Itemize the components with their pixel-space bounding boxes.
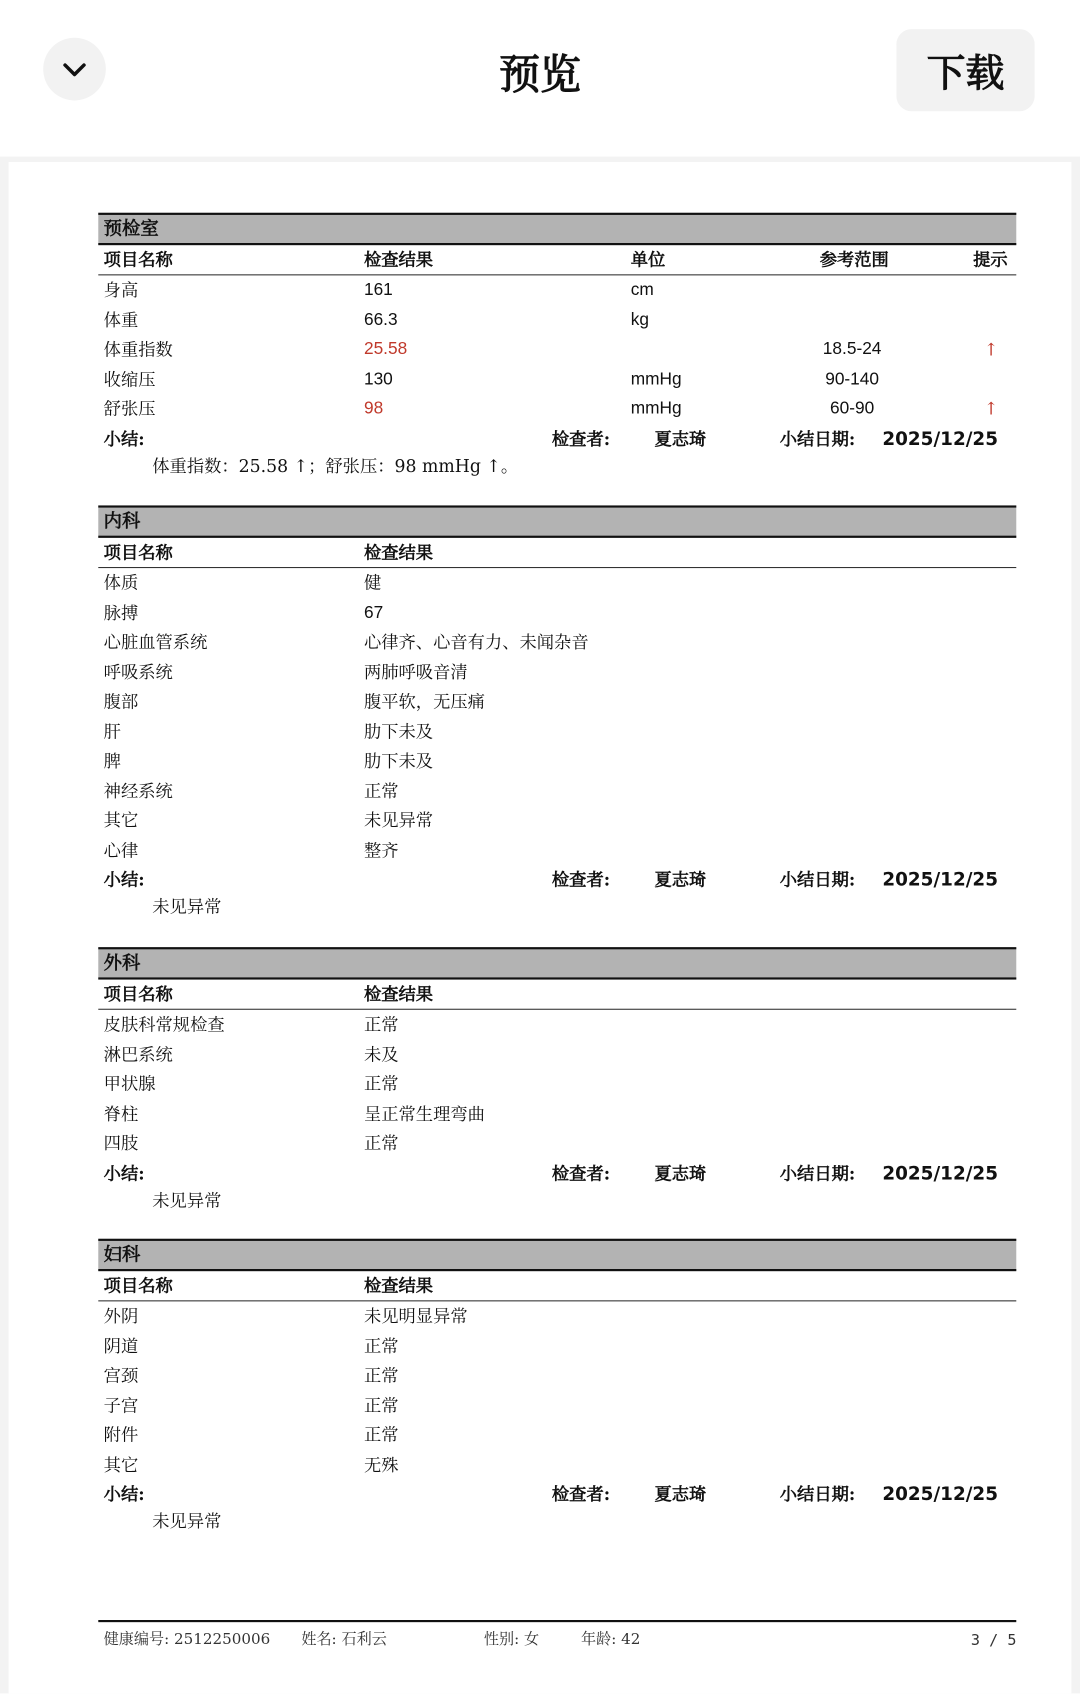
summary-date-label: 小结日期: [779,869,856,890]
table-row [98,776,1016,806]
column-header: 检查结果 [363,249,434,270]
table-row [98,335,1016,365]
section [98,1239,1016,1536]
item-result: 呈正常生理弯曲 [363,1103,485,1124]
table-row [98,835,1016,865]
item-name: 体重指数 [103,339,173,360]
section-title: 外科 [98,947,1016,979]
column-header: 项目名称 [103,983,173,1005]
abnormal-flag: ↑ [983,398,999,420]
item-result: 正常 [363,1073,399,1095]
table-row [98,1331,1016,1361]
table-row [98,1361,1016,1391]
item-result: 正常 [363,1335,399,1356]
table-row [98,1391,1016,1421]
summary-row [98,865,1016,895]
table-row [98,1099,1016,1129]
summary-date: 2025/12/25 [882,869,998,892]
item-name: 心律 [103,839,139,861]
checker-name: 夏志琦 [654,428,707,449]
column-header: 检查结果 [363,983,434,1005]
table-row [98,275,1016,305]
download-button[interactable]: 下载 [896,29,1034,111]
checker-name: 夏志琦 [654,869,707,890]
summary-date: 2025/12/25 [882,428,998,450]
item-result: 未及 [363,1043,399,1065]
column-header: 项目名称 [103,249,173,270]
item-name: 呼吸系统 [103,661,173,683]
column-header: 提示 [973,249,1008,270]
table-row [98,305,1016,335]
column-header: 检查结果 [363,542,434,563]
item-name: 舒张压 [103,398,156,420]
item-name: 腹部 [103,691,139,712]
section-title: 内科 [98,505,1016,537]
item-result: 两肺呼吸音清 [363,661,468,683]
checker-label: 检查者: [551,428,611,449]
item-unit: cm [630,280,654,300]
item-result: 未见异常 [363,810,434,831]
table-row [98,1040,1016,1070]
item-name: 淋巴系统 [103,1043,173,1065]
table-row [98,1129,1016,1159]
table-row [98,598,1016,628]
table-row [98,627,1016,657]
item-range: 60-90 [830,399,875,418]
table-row [98,1069,1016,1099]
item-name: 肝 [103,720,121,742]
item-result: 心律齐、心音有力、未闻杂音 [363,631,589,653]
item-name: 身高 [103,279,139,301]
health-id: 健康编号: 2512250006 [103,1630,271,1649]
summary-date-label: 小结日期: [779,428,856,449]
section-title: 妇科 [98,1239,1016,1271]
item-result: 肋下未及 [363,750,434,772]
item-result: 健 [363,572,382,593]
item-result: 未见明显异常 [363,1305,468,1327]
table-row [98,806,1016,836]
summary-row [98,1480,1016,1510]
column-header: 参考范围 [819,249,889,270]
item-unit: mmHg [630,399,682,418]
column-header: 单位 [630,249,666,270]
summary-note: 未见异常 [152,1510,222,1532]
summary-date: 2025/12/25 [882,1483,998,1506]
item-result: 腹平软，无压痛 [363,691,485,712]
table-header [98,1271,1016,1301]
table-header [98,538,1016,568]
item-result: 正常 [363,1424,399,1446]
patient-name: 姓名: 石利云 [301,1630,387,1649]
item-result: 正常 [363,1394,399,1416]
item-range: 18.5-24 [822,340,882,359]
table-row [98,687,1016,717]
column-header: 项目名称 [103,1275,173,1296]
page-footer [98,1620,1016,1655]
item-unit: mmHg [630,369,682,389]
item-name: 脊柱 [103,1103,139,1124]
table-header [98,980,1016,1010]
item-name: 心脏血管系统 [103,631,208,653]
checker-label: 检查者: [551,869,611,890]
section [98,505,1016,921]
document-page[interactable] [9,162,1072,1693]
item-range: 90-140 [825,369,880,389]
item-name: 其它 [103,1454,139,1475]
item-result: 正常 [363,1365,399,1386]
item-name: 体质 [103,572,139,593]
checker-label: 检查者: [551,1483,611,1505]
table-row [98,1450,1016,1480]
item-name: 脾 [103,750,121,772]
item-result: 正常 [363,1132,399,1154]
item-name: 甲状腺 [103,1073,156,1095]
checker-label: 检查者: [551,1162,611,1184]
summary-label: 小结: [103,1162,145,1184]
section-title: 预检室 [98,213,1016,245]
abnormal-flag: ↑ [983,339,999,360]
item-result: 66.3 [363,310,398,329]
item-name: 神经系统 [103,780,173,801]
item-result: 25.58 [363,340,408,359]
table-row [98,717,1016,747]
table-header [98,245,1016,275]
summary-date: 2025/12/25 [882,1162,998,1185]
section [98,947,1016,1214]
item-result: 67 [363,603,384,622]
summary-label: 小结: [103,1483,145,1505]
summary-note: 未见异常 [152,1189,222,1211]
summary-note: 体重指数：25.58 ↑；舒张压：98 mmHg ↑。 [152,455,519,476]
table-row [98,1301,1016,1331]
item-name: 宫颈 [103,1365,139,1386]
item-result: 正常 [363,1014,399,1035]
item-result: 肋下未及 [363,720,434,742]
item-name: 体重 [103,309,139,330]
item-name: 其它 [103,810,139,831]
item-name: 阴道 [103,1335,139,1356]
summary-note: 未见异常 [152,896,222,917]
top-bar [0,0,1080,157]
summary-date-label: 小结日期: [779,1483,856,1505]
table-row [98,394,1016,424]
item-result: 130 [363,369,393,389]
table-row [98,746,1016,776]
item-name: 子宫 [103,1394,139,1416]
item-result: 正常 [363,780,399,801]
table-row [98,1420,1016,1450]
summary-date-label: 小结日期: [779,1162,856,1184]
column-header: 项目名称 [103,542,173,563]
item-result: 98 [363,399,384,418]
item-result: 整齐 [363,839,399,861]
table-row [98,365,1016,395]
summary-row [98,1158,1016,1188]
patient-age: 年龄: 42 [581,1630,641,1649]
section [98,213,1016,480]
item-name: 四肢 [103,1132,139,1154]
patient-gender: 性别: 女 [483,1630,540,1649]
item-result: 161 [363,280,393,300]
summary-row [98,424,1016,454]
item-name: 外阴 [103,1305,139,1327]
item-unit: kg [630,310,649,329]
table-row [98,1010,1016,1040]
table-row [98,657,1016,687]
page-title: 预览 [498,50,582,99]
item-name: 附件 [103,1424,139,1446]
item-result: 无殊 [363,1454,399,1475]
column-header: 检查结果 [363,1275,434,1296]
summary-label: 小结: [103,428,145,449]
item-name: 脉搏 [103,602,139,623]
checker-name: 夏志琦 [654,1162,707,1184]
page-number: 3 / 5 [970,1631,1017,1650]
item-name: 收缩压 [103,368,156,390]
summary-label: 小结: [103,869,145,890]
item-name: 皮肤科常规检查 [103,1014,225,1035]
checker-name: 夏志琦 [654,1483,707,1505]
table-row [98,568,1016,598]
